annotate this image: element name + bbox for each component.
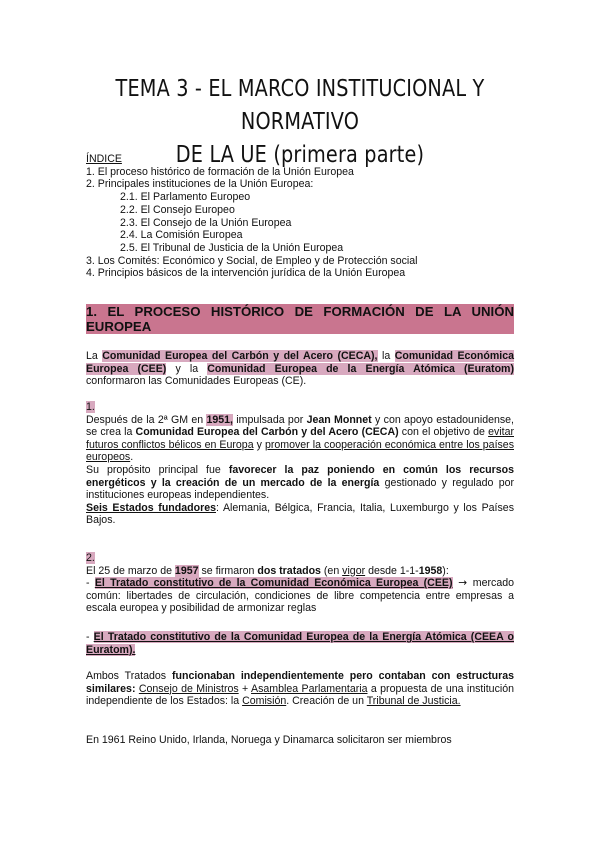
p1-text: y [253, 438, 265, 451]
p2-text: desde 1-1- [365, 564, 419, 577]
comision: Comisión [242, 695, 287, 708]
p1-monnet: Jean Monnet [306, 413, 372, 426]
arrow-icon: → [452, 577, 473, 590]
p1-bold: favorecer la paz poniendo en común los recursos energéticos y la creación de un mercado de la energía [86, 463, 514, 489]
paragraph-1 [86, 401, 514, 527]
founders-text: : Alemania, Bélgica, Francia, Italia, Luxemburgo y los Países Bajos. [86, 501, 514, 527]
paragraph-2 [86, 552, 514, 615]
p1-underline: promover la cooperación económica entre los países europeos [86, 438, 514, 464]
tribunal-justicia: Tribunal de Justicia. [366, 695, 461, 708]
both-text: Ambos Tratados [86, 670, 172, 682]
treaty-cee-desc: mercado común: libertades de circulación, condiciones de libre competencia entre empresas a escala europea y posibilidad de armonizar reglas [86, 577, 514, 615]
p2-dash: - [86, 631, 94, 643]
founders-label: Seis Estados fundadores [86, 501, 216, 514]
section-1-heading: 1. EL PROCESO HISTÓRICO DE FORMACIÓN DE LA UNIÓN EUROPEA [86, 304, 514, 334]
index-item: 1. El proceso histórico de formación de la Unión Europea [86, 165, 354, 178]
p1-text: gestionado y regulado por instituciones europeas independientes. [86, 476, 515, 502]
intro-euratom: Comunidad Europea de la Energía Atómica (Euratom) [207, 362, 515, 375]
p2-bold: dos tratados [257, 564, 321, 577]
p2-text: El 25 de marzo de [86, 564, 175, 577]
index-item: 3. Los Comités: Económico y Social, de Empleo y de Protección social [86, 254, 418, 267]
p1-text: y con apoyo estadounidense, se crea la [86, 413, 514, 439]
index-item: 4. Principios básicos de la intervención jurídica de la Unión Europea [86, 267, 406, 280]
p2-year: 1957 [174, 564, 199, 577]
section-1-intro [86, 350, 514, 388]
treaty-2 [86, 631, 514, 656]
index-item: 2. Principales instituciones de la Unión Europea: [86, 178, 314, 191]
asamblea-parlamentaria: Asamblea Parlamentaria [251, 682, 368, 695]
index-subitem: 2.1. El Parlamento Europeo [120, 191, 251, 204]
index-subitem: 2.3. El Consejo de la Unión Europea [120, 216, 292, 229]
intro-text: conformaron las Comunidades Europeas (CE). [86, 375, 307, 388]
index-subitem: 2.2. El Consejo Europeo [120, 203, 235, 216]
p1-text: Su propósito principal fue [86, 463, 229, 476]
both-text: . Creación de un [286, 695, 367, 708]
treaty-euratom: El Tratado constitutivo de la Comunidad Europea de la Energía Atómica (CEEA o Euratom). [86, 631, 514, 656]
p2-vigor: vigor [342, 564, 366, 577]
p1-ceca: Comunidad Europea del Carbón y del Acero (CECA) [135, 426, 399, 439]
intro-cee: Comunidad Económica Europea (CEE) [86, 350, 514, 375]
both-treaties [86, 670, 514, 708]
both-text: a propuesta de una institución independiente de los Estados: la [86, 682, 515, 708]
p1-text: . [130, 451, 134, 464]
consejo-ministros: Consejo de Ministros [138, 682, 239, 695]
paragraph-number: 1. [86, 401, 95, 413]
p1-text: Después de la 2ª GM en [86, 413, 207, 426]
paragraph-number: 2. [86, 552, 95, 564]
index-heading: ÍNDICE [86, 153, 122, 165]
p2-dash: - [86, 577, 95, 590]
both-bold: funcionaban independientemente pero contaban con estructuras similares: [86, 670, 514, 695]
final-line: En 1961 Reino Unido, Irlanda, Noruega y Dinamarca solicitaron ser miembros [86, 734, 452, 746]
treaty-cee: El Tratado constitutivo de la Comunidad Económica Europea (CEE) [94, 577, 453, 590]
both-text: + [238, 682, 252, 695]
p2-text: (en [320, 564, 343, 577]
p1-year: 1951, [206, 413, 233, 426]
p1-text: con el objetivo de [398, 426, 489, 439]
p2-text: ): [442, 564, 449, 577]
p1-underline: evitar futuros conflictos bélicos en Europa [86, 426, 514, 451]
title-line-1: TEMA 3 - EL MARCO INSTITUCIONAL Y NORMATIVO [115, 74, 485, 135]
p2-year2: 1958 [418, 564, 443, 577]
intro-ceca: Comunidad Europea del Carbón y del Acero (CECA), [102, 350, 378, 362]
index-subitem: 2.4. La Comisión Europea [120, 229, 243, 242]
p2-text: se firmaron [198, 564, 258, 577]
title-line-2: DE LA UE (primera parte) [175, 140, 425, 168]
intro-text: y la [166, 362, 208, 375]
index-list [86, 153, 514, 280]
index-subitem: 2.5. El Tribunal de Justicia de la Unión Europea [120, 241, 344, 254]
p1-text: impulsada por [232, 413, 307, 426]
intro-text: la [377, 350, 395, 362]
intro-text: La [86, 350, 103, 362]
